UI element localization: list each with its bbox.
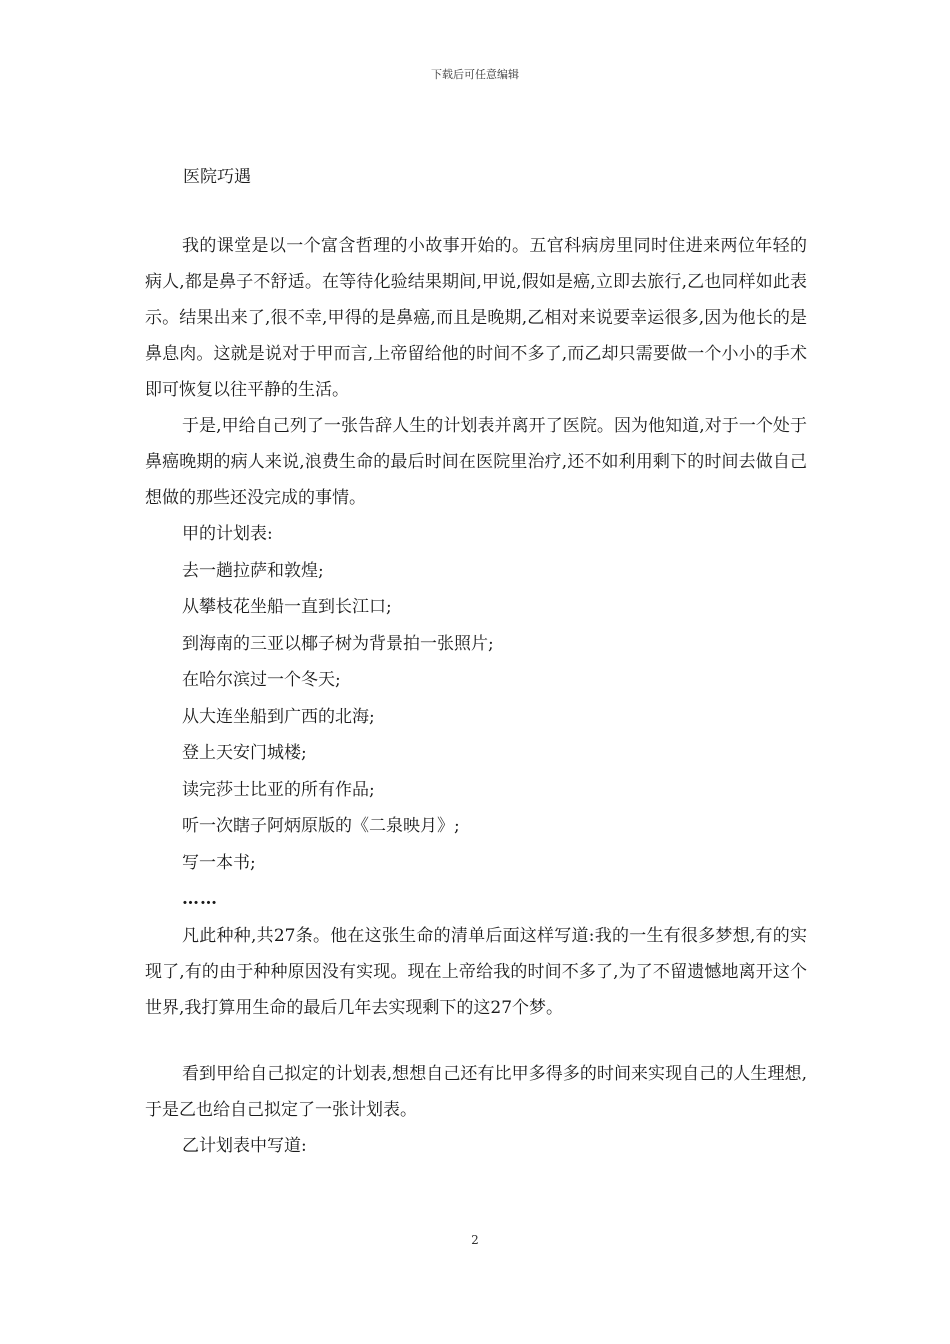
plan-item: 听一次瞎子阿炳原版的《二泉映月》; xyxy=(182,816,460,836)
plan-item: 登上天安门城楼; xyxy=(182,743,307,763)
plan-item: 从大连坐船到广西的北海; xyxy=(182,706,375,727)
plan-item: 读完莎士比亚的所有作品; xyxy=(182,779,375,800)
page-header-note: 下载后可任意编辑 xyxy=(431,68,519,81)
plan-item: 去一趟拉萨和敦煌; xyxy=(182,560,324,581)
plan-item: 从攀枝花坐船一直到长江口; xyxy=(182,597,392,617)
paragraph-closing: 凡此种种,共27条。他在这张生命的清单后面这样写道:我的一生有很多梦想,有的实现了,有的由于种种原因没有实现。现在上帝给我的时间不多了,为了不留遗憾地离开这个世界,我打算用生命的最后几年去实现剩下的这27个梦。 xyxy=(145,925,807,1018)
second-plan-heading: 乙计划表中写道: xyxy=(182,1135,307,1156)
page-number: 2 xyxy=(471,1233,479,1247)
paragraph-gap xyxy=(145,1026,807,1056)
plan-item: 在哈尔滨过一个冬天; xyxy=(182,670,341,690)
paragraph-plan-reason: 于是,甲给自己列了一张告辞人生的计划表并离开了医院。因为他知道,对于一个处于鼻癌晚期的病人来说,浪费生命的最后时间在医院里治疗,还不如利用剩下的时间去做自己想做的那些还没完成的事情。 xyxy=(145,416,807,508)
plan-item-ellipsis: …… xyxy=(182,889,218,909)
paragraph-second-plan: 看到甲给自己拟定的计划表,想想自己还有比甲多得多的时间来实现自己的人生理想,于是乙也给自己拟定了一张计划表。 xyxy=(145,1063,807,1120)
document-body xyxy=(145,228,807,1164)
document-title: 医院巧遇 xyxy=(183,167,251,187)
paragraph-intro: 我的课堂是以一个富含哲理的小故事开始的。五官科病房里同时住进来两位年轻的病人,都是鼻子不舒适。在等待化验结果期间,甲说,假如是癌,立即去旅行,乙也同样如此表示。结果出来了,很不幸,甲得的是鼻癌,而且是晚期,乙相对来说要幸运很多,因为他长的是鼻息肉。这就是说对于甲而言,上帝留给他的时间不多了,而乙却只需要做一个小小的手术即可恢复以往平静的生活。 xyxy=(145,236,807,400)
plan-item: 写一本书; xyxy=(182,852,256,873)
plan-heading: 甲的计划表: xyxy=(182,524,273,544)
plan-item: 到海南的三亚以椰子树为背景拍一张照片; xyxy=(182,633,494,654)
